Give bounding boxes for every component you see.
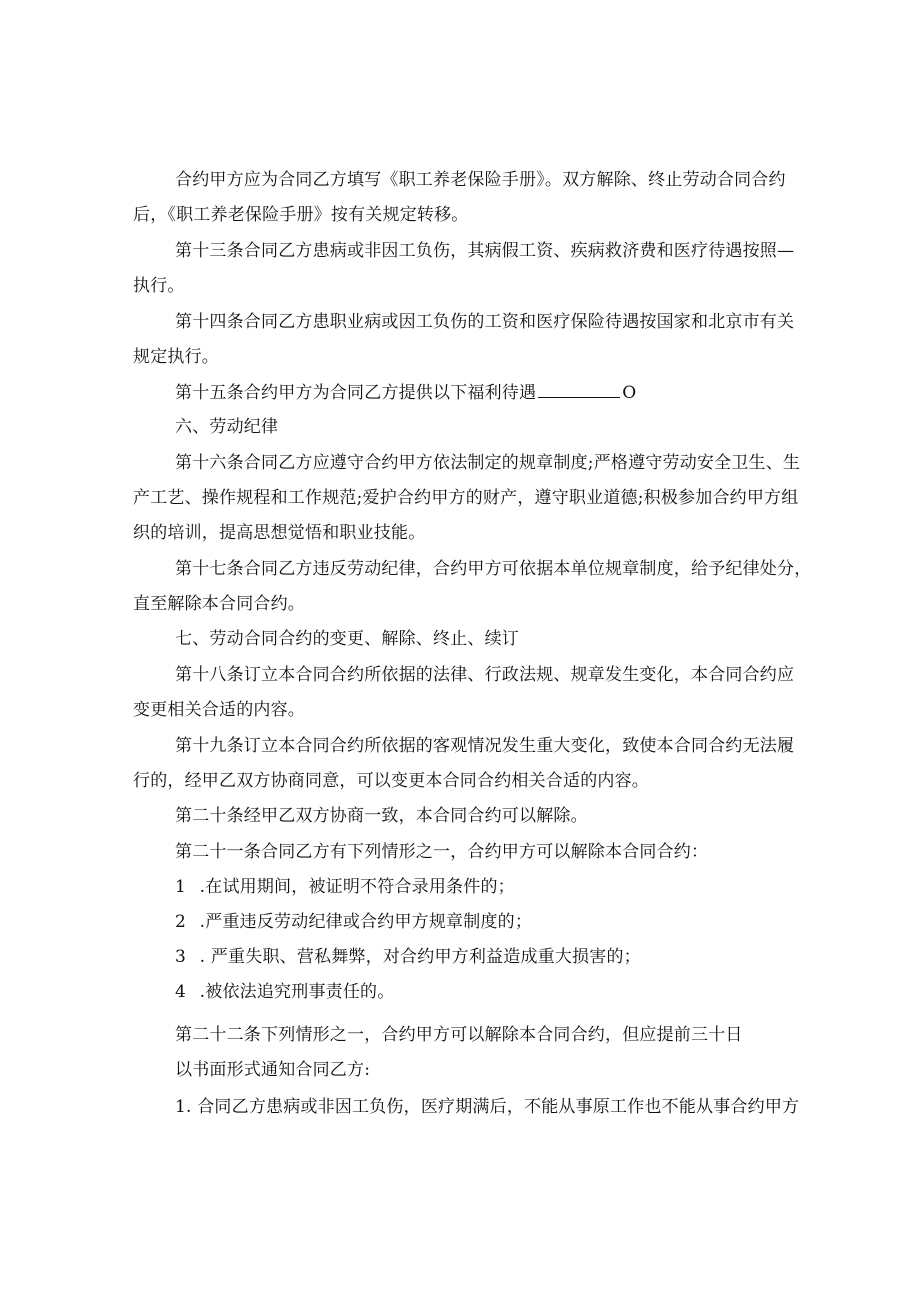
list-item-text: .严重违反劳动纪律或合约甲方规章制度的； bbox=[199, 912, 533, 932]
list-item bbox=[175, 981, 394, 1003]
paragraph-line: 执行。 bbox=[133, 276, 185, 296]
paragraph-line: 第十九条订立本合同合约所依据的客观情况发生重大变化，致使本合同合约无法履 bbox=[175, 736, 795, 756]
list-item-number: 4 bbox=[175, 982, 187, 1002]
paragraph-line: 第十八条订立本合同合约所依据的法律、行政法规、规章发生变化，本合同合约应 bbox=[175, 665, 795, 685]
section-heading: 七、劳动合同合约的变更、解除、终止、续订 bbox=[175, 629, 519, 649]
welfare-clause bbox=[175, 381, 636, 404]
paragraph-line: 变更相关合适的内容。 bbox=[133, 700, 305, 720]
paragraph-line: 行的，经甲乙双方协商同意，可以变更本合同合约相关合适的内容。 bbox=[133, 771, 649, 791]
paragraph-line: 第二十条经甲乙双方协商一致，本合同合约可以解除。 bbox=[175, 806, 588, 826]
paragraph-line: 第二十一条合同乙方有下列情形之一，合约甲方可以解除本合同合约： bbox=[175, 842, 709, 862]
paragraph-line: 规定执行。 bbox=[133, 347, 219, 367]
paragraph-line: 织的培训，提高思想觉悟和职业技能。 bbox=[133, 523, 426, 543]
list-item-text: . 严重失职、营私舞弊，对合约甲方利益造成重大损害的； bbox=[199, 947, 641, 967]
welfare-clause-text: 第十五条合约甲方为合同乙方提供以下福利待遇 bbox=[175, 383, 537, 403]
fill-in-blank bbox=[538, 381, 620, 398]
list-item bbox=[175, 911, 532, 933]
paragraph-line: 以书面形式通知合同乙方: bbox=[175, 1060, 371, 1080]
paragraph-line: 第十七条合同乙方违反劳动纪律，合约甲方可依据本单位规章制度，给予纪律处分， bbox=[175, 559, 812, 579]
paragraph-line: 第十四条合同乙方患职业病或因工负伤的工资和医疗保险待遇按国家和北京市有关 bbox=[175, 312, 795, 332]
list-item bbox=[175, 876, 515, 898]
section-heading: 六、劳动纪律 bbox=[175, 417, 279, 437]
paragraph-line: 1. 合同乙方患病或非因工负伤，医疗期满后，不能从事原工作也不能从事合约甲方 bbox=[175, 1097, 800, 1117]
list-item-number: 1 bbox=[175, 877, 187, 897]
list-item-number: 2 bbox=[175, 912, 187, 932]
paragraph-line: 产工艺、操作规程和工作规范;爱护合约甲方的财产，遵守职业道德;积极参加合约甲方组 bbox=[133, 488, 799, 508]
list-item-text: .在试用期间，被证明不符合录用条件的； bbox=[199, 877, 515, 897]
paragraph-line: 合约甲方应为合同乙方填写《职工养老保险手册》。双方解除、终止劳动合同合约 bbox=[175, 170, 786, 190]
list-item bbox=[175, 946, 641, 968]
welfare-clause-end: O bbox=[622, 383, 637, 403]
paragraph-line: 后，《职工养老保险手册》按有关规定转移。 bbox=[133, 205, 469, 225]
paragraph-line: 直至解除本合同合约。 bbox=[133, 594, 305, 614]
paragraph-line: 第二十二条下列情形之一，合约甲方可以解除本合同合约，但应提前三十日 bbox=[175, 1025, 743, 1045]
list-item-number: 3 bbox=[175, 947, 187, 967]
paragraph-line: 第十六条合同乙方应遵守合约甲方依法制定的规章制度;严格遵守劳动安全卫生、生 bbox=[175, 453, 801, 473]
list-item-text: .被依法追究刑事责任的。 bbox=[199, 982, 395, 1002]
paragraph-line: 第十三条合同乙方患病或非因工负伤，其病假工资、疾病救济费和医疗待遇按照— bbox=[175, 241, 795, 261]
